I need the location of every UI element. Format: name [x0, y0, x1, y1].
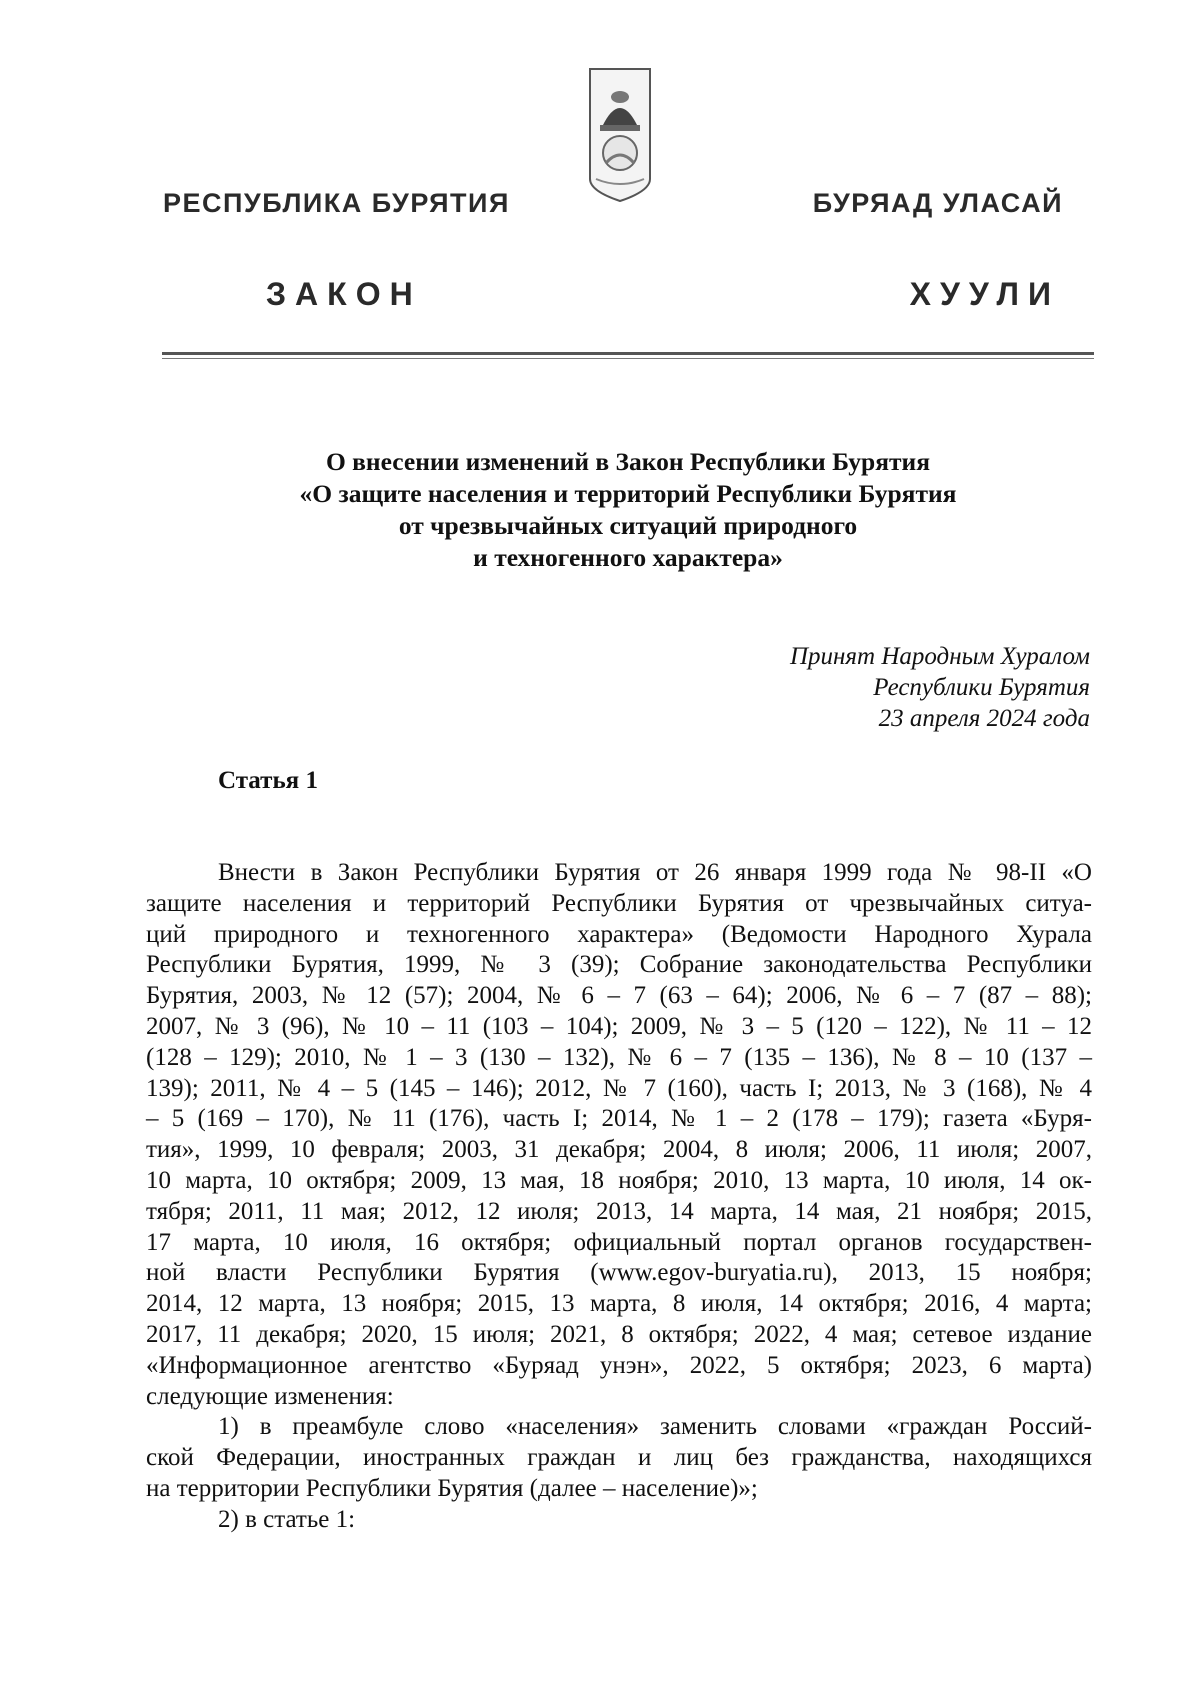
body-line: 2007, № 3 (96), № 10 – 11 (103 – 104); 2009, № 3 – 5 (120 – 122), № 11 – 12 — [146, 1012, 1092, 1040]
body-line: следующие изменения: — [146, 1382, 394, 1410]
title-line: О внесении изменений в Закон Республики Бурятия — [325, 447, 931, 476]
law-title — [162, 446, 1094, 574]
body-line: защите населения и территорий Республики Бурятия от чрезвычайных ситуа- — [146, 889, 1092, 917]
body-line: 2) в статье 1: — [218, 1505, 356, 1533]
adoption-line: Принят Народным Хуралом — [789, 643, 1090, 670]
body-line: тия», 1999, 10 февраля; 2003, 31 декабря; 2004, 8 июля; 2006, 11 июля; 2007, — [146, 1136, 1092, 1164]
body-line: ной власти Республики Бурятия (www.egov-buryatia.ru), 2013, 15 ноября; — [146, 1259, 1092, 1287]
republic-name-buryat: БУРЯАД УЛАСАЙ — [812, 188, 1063, 218]
adoption-note — [590, 641, 1090, 734]
adoption-line: 23 апреля 2024 года — [878, 705, 1090, 732]
body-line: Внести в Закон Республики Бурятия от 26 января 1999 года № 98-II «О — [218, 859, 1092, 886]
adoption-line: Республики Бурятия — [873, 674, 1090, 701]
article-body — [146, 858, 1092, 1536]
law-label-russian: ЗАКОН — [266, 276, 422, 312]
body-line: ской Федерации, иностранных граждан и лиц без гражданства, находящихся — [146, 1444, 1092, 1472]
law-label-buryat: ХУУЛИ — [909, 276, 1060, 312]
header-divider — [162, 352, 1094, 355]
title-line: «О защите населения и территорий Республики Бурятия — [299, 479, 957, 508]
body-line: Республики Бурятия, 1999, № 3 (39); Собрание законодательства Республики — [146, 951, 1092, 979]
body-line: «Информационное агентство «Буряад унэн», 2022, 5 октября; 2023, 6 марта) — [146, 1351, 1092, 1379]
article-heading: Статья 1 — [218, 767, 318, 794]
body-line: 1) в преамбуле слово «населения» заменить словами «граждан Россий- — [218, 1413, 1092, 1441]
republic-name-russian: РЕСПУБЛИКА БУРЯТИЯ — [163, 188, 510, 218]
body-line: 139); 2011, № 4 – 5 (145 – 146); 2012, № 7 (160), часть I; 2013, № 3 (168), № 4 — [146, 1074, 1092, 1102]
body-line: 2017, 11 декабря; 2020, 15 июля; 2021, 8 октября; 2022, 4 мая; сетевое издание — [146, 1320, 1092, 1348]
body-line: (128 – 129); 2010, № 1 – 3 (130 – 132), № 6 – 7 (135 – 136), № 8 – 10 (137 – — [146, 1043, 1092, 1071]
body-line: 10 марта, 10 октября; 2009, 13 мая, 18 ноября; 2010, 13 марта, 10 июля, 14 ок- — [146, 1166, 1092, 1194]
coat-of-arms-icon — [588, 67, 652, 203]
body-line: Бурятия, 2003, № 12 (57); 2004, № 6 – 7 (63 – 64); 2006, № 6 – 7 (87 – 88); — [146, 982, 1092, 1010]
body-line: на территории Республики Бурятия (далее – население)»; — [146, 1474, 758, 1502]
body-line: ций природного и техногенного характера» (Ведомости Народного Хурала — [146, 920, 1092, 948]
header-divider-thin — [162, 358, 1094, 359]
body-line: 17 марта, 10 июля, 16 октября; официальный портал органов государствен- — [146, 1228, 1092, 1256]
title-line: от чрезвычайных ситуаций природного — [398, 511, 858, 540]
title-line: и техногенного характера» — [473, 543, 783, 572]
body-line: 2014, 12 марта, 13 ноября; 2015, 13 марта, 8 июля, 14 октября; 2016, 4 марта; — [146, 1290, 1092, 1318]
body-line: тября; 2011, 11 мая; 2012, 12 июля; 2013, 14 марта, 14 мая, 21 ноября; 2015, — [146, 1197, 1092, 1225]
body-line: – 5 (169 – 170), № 11 (176), часть I; 2014, № 1 – 2 (178 – 179); газета «Буря- — [146, 1105, 1092, 1133]
